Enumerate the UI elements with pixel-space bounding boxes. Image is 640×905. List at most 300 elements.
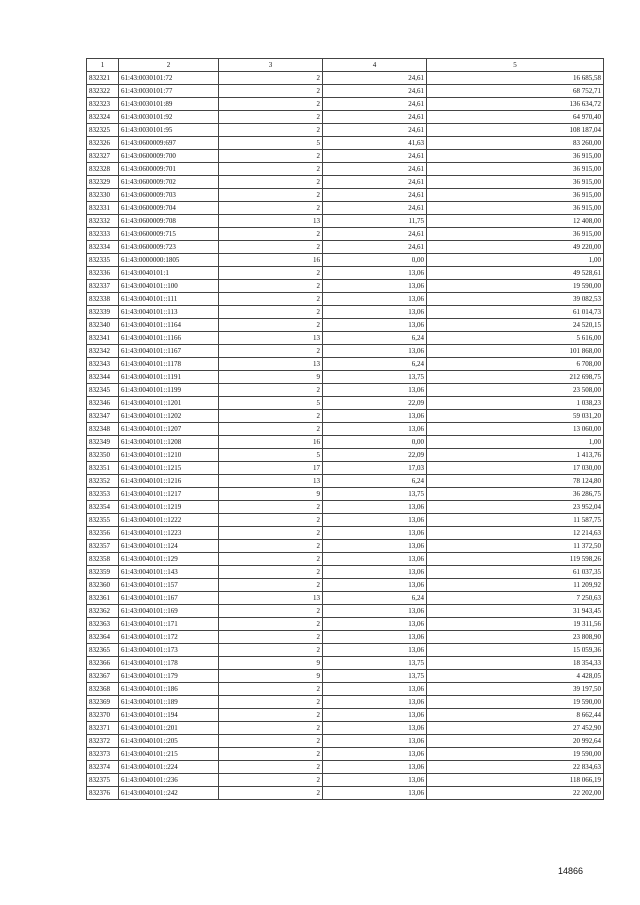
table-row [87,371,604,384]
table-cell: 61:43:0040101::186 [119,683,219,696]
table-row [87,449,604,462]
table-cell: 61:43:0000000:1805 [119,254,219,267]
table-row [87,150,604,163]
table-cell: 2 [219,410,323,423]
table-cell: 832366 [87,657,119,670]
table-cell: 61:43:0600009:708 [119,215,219,228]
table-cell: 61:43:0030101:77 [119,85,219,98]
table-cell: 61:43:0040101::1216 [119,475,219,488]
table-cell: 2 [219,774,323,787]
table-cell: 13,06 [323,709,427,722]
table-cell: 39 197,50 [427,683,604,696]
table-cell: 16 [219,436,323,449]
table-row [87,527,604,540]
table-row [87,384,604,397]
table-cell: 13,06 [323,384,427,397]
table-cell: 2 [219,540,323,553]
table-cell: 832365 [87,644,119,657]
table-cell: 24,61 [323,176,427,189]
table-cell: 22,09 [323,449,427,462]
table-cell: 61:43:0040101::172 [119,631,219,644]
table-row [87,579,604,592]
table-cell: 13,06 [323,774,427,787]
table-cell: 61:43:0600009:715 [119,228,219,241]
table-cell: 832362 [87,605,119,618]
table-row [87,657,604,670]
table-cell: 13,06 [323,319,427,332]
table-row [87,722,604,735]
table-cell: 61:43:0030101:95 [119,124,219,137]
table-cell: 61:43:0040101::1222 [119,514,219,527]
table-cell: 13,06 [323,579,427,592]
table-cell: 2 [219,696,323,709]
table-cell: 83 260,00 [427,137,604,150]
table-cell: 832364 [87,631,119,644]
table-cell: 13 [219,592,323,605]
table-cell: 832361 [87,592,119,605]
table-cell: 832322 [87,85,119,98]
table-cell: 13,06 [323,605,427,618]
column-header-4: 4 [323,59,427,72]
table-cell: 832354 [87,501,119,514]
table-cell: 13,06 [323,761,427,774]
table-cell: 61:43:0040101::173 [119,644,219,657]
table-body [87,72,604,800]
table-cell: 61:43:0040101::143 [119,566,219,579]
table-cell: 61 014,73 [427,306,604,319]
table-cell: 59 031,20 [427,410,604,423]
table-cell: 13,06 [323,787,427,800]
table-cell: 832368 [87,683,119,696]
table-cell: 17 [219,462,323,475]
table-row [87,631,604,644]
column-header-5: 5 [427,59,604,72]
table-cell: 13,06 [323,527,427,540]
table-cell: 13,06 [323,722,427,735]
table-cell: 118 066,19 [427,774,604,787]
table-row [87,475,604,488]
column-header-3: 3 [219,59,323,72]
table-cell: 832376 [87,787,119,800]
table-cell: 7 250,63 [427,592,604,605]
table-cell: 36 286,75 [427,488,604,501]
table-cell: 78 124,80 [427,475,604,488]
table-cell: 19 590,00 [427,280,604,293]
table-cell: 13,06 [323,748,427,761]
table-cell: 9 [219,488,323,501]
table-cell: 61:43:0040101::111 [119,293,219,306]
table-cell: 832344 [87,371,119,384]
table-cell: 2 [219,150,323,163]
table-cell: 49 528,61 [427,267,604,280]
table-row [87,644,604,657]
table-cell: 36 915,00 [427,189,604,202]
table-row [87,98,604,111]
table-row [87,306,604,319]
table-cell: 2 [219,722,323,735]
table-cell: 13,06 [323,280,427,293]
table-cell: 832324 [87,111,119,124]
table-row [87,332,604,345]
table-cell: 832374 [87,761,119,774]
table-cell: 23 508,00 [427,384,604,397]
table-cell: 2 [219,228,323,241]
table-cell: 832330 [87,189,119,202]
table-cell: 832356 [87,527,119,540]
table-cell: 24,61 [323,150,427,163]
table-cell: 5 616,00 [427,332,604,345]
table-cell: 2 [219,345,323,358]
table-cell: 2 [219,319,323,332]
table-cell: 13,06 [323,501,427,514]
table-cell: 61:43:0040101::129 [119,553,219,566]
table-row [87,124,604,137]
table-cell: 39 082,53 [427,293,604,306]
table-cell: 61:43:0600009:697 [119,137,219,150]
table-cell: 61:43:0030101:92 [119,111,219,124]
table-cell: 16 685,58 [427,72,604,85]
table-cell: 13,06 [323,631,427,644]
table-cell: 36 915,00 [427,202,604,215]
table-cell: 108 187,04 [427,124,604,137]
table-row [87,345,604,358]
table-cell: 13,75 [323,670,427,683]
table-cell: 2 [219,527,323,540]
table-cell: 8 662,44 [427,709,604,722]
table-row [87,358,604,371]
table-cell: 61:43:0600009:704 [119,202,219,215]
table-cell: 5 [219,397,323,410]
table-cell: 832335 [87,254,119,267]
table-cell: 13,06 [323,410,427,423]
table-cell: 832367 [87,670,119,683]
table-cell: 6 708,00 [427,358,604,371]
table-cell: 2 [219,280,323,293]
table-cell: 832352 [87,475,119,488]
table-cell: 2 [219,787,323,800]
table-cell: 13 060,00 [427,423,604,436]
table-cell: 2 [219,72,323,85]
table-cell: 9 [219,371,323,384]
table-cell: 2 [219,709,323,722]
table-cell: 61:43:0600009:700 [119,150,219,163]
table-cell: 0,00 [323,254,427,267]
table-cell: 832369 [87,696,119,709]
data-table [86,58,604,800]
table-cell: 832357 [87,540,119,553]
table-cell: 13 [219,215,323,228]
table-cell: 61:43:0040101::194 [119,709,219,722]
table-cell: 832321 [87,72,119,85]
table-cell: 13 [219,332,323,345]
table-cell: 22,09 [323,397,427,410]
table-cell: 832323 [87,98,119,111]
table-cell: 23 808,90 [427,631,604,644]
table-cell: 832351 [87,462,119,475]
table-cell: 61:43:0040101::171 [119,618,219,631]
table-cell: 36 915,00 [427,163,604,176]
table-row [87,436,604,449]
table-cell: 832360 [87,579,119,592]
table-cell: 2 [219,514,323,527]
table-cell: 17,03 [323,462,427,475]
table-cell: 49 220,00 [427,241,604,254]
table-cell: 2 [219,189,323,202]
table-cell: 2 [219,202,323,215]
table-cell: 61:43:0600009:702 [119,176,219,189]
table-cell: 13,06 [323,696,427,709]
table-cell: 832345 [87,384,119,397]
table-cell: 61:43:0040101::100 [119,280,219,293]
table-cell: 61:43:0040101::1215 [119,462,219,475]
table-cell: 18 354,33 [427,657,604,670]
table-cell: 13 [219,358,323,371]
table-cell: 832334 [87,241,119,254]
table-cell: 61:43:0040101::1210 [119,449,219,462]
table-cell: 832347 [87,410,119,423]
table-cell: 6,24 [323,592,427,605]
table-cell: 832349 [87,436,119,449]
table-cell: 4 428,05 [427,670,604,683]
table-cell: 19 590,00 [427,748,604,761]
table-row [87,618,604,631]
table-cell: 832327 [87,150,119,163]
table-cell: 2 [219,618,323,631]
table-cell: 61:43:0040101::1207 [119,423,219,436]
table-row [87,553,604,566]
table-cell: 23 952,04 [427,501,604,514]
table-cell: 61:43:0040101::1191 [119,371,219,384]
table-cell: 5 [219,137,323,150]
table-row [87,111,604,124]
table-cell: 61:43:0040101::205 [119,735,219,748]
table-cell: 61:43:0040101::224 [119,761,219,774]
table-cell: 832371 [87,722,119,735]
table-row [87,267,604,280]
table-row [87,514,604,527]
table-cell: 61:43:0040101::1199 [119,384,219,397]
table-cell: 832337 [87,280,119,293]
table-cell: 2 [219,735,323,748]
table-cell: 1,00 [427,436,604,449]
table-cell: 2 [219,501,323,514]
table-cell: 24,61 [323,98,427,111]
table-cell: 24,61 [323,228,427,241]
table-cell: 13,06 [323,540,427,553]
table-cell: 2 [219,566,323,579]
table-cell: 61:43:0040101::179 [119,670,219,683]
table-cell: 1,00 [427,254,604,267]
table-cell: 2 [219,605,323,618]
table-cell: 2 [219,163,323,176]
table-cell: 61:43:0600009:703 [119,189,219,202]
table-cell: 61:43:0040101:1 [119,267,219,280]
table-cell: 20 992,64 [427,735,604,748]
table-cell: 13,06 [323,306,427,319]
table-cell: 13,06 [323,553,427,566]
table-cell: 2 [219,176,323,189]
table-cell: 61:43:0040101::1208 [119,436,219,449]
table-cell: 6,24 [323,358,427,371]
table-cell: 832353 [87,488,119,501]
table-cell: 13,75 [323,488,427,501]
table-row [87,735,604,748]
table-cell: 17 030,00 [427,462,604,475]
table-cell: 832359 [87,566,119,579]
table-cell: 24,61 [323,72,427,85]
table-cell: 12 408,00 [427,215,604,228]
table-cell: 27 452,90 [427,722,604,735]
table-cell: 6,24 [323,332,427,345]
table-cell: 119 598,26 [427,553,604,566]
table-row [87,410,604,423]
table-cell: 2 [219,124,323,137]
table-cell: 61:43:0040101::1223 [119,527,219,540]
table-cell: 24,61 [323,124,427,137]
table-row [87,605,604,618]
table-row [87,293,604,306]
table-cell: 11 372,50 [427,540,604,553]
table-cell: 2 [219,761,323,774]
table-cell: 2 [219,293,323,306]
table-cell: 24,61 [323,189,427,202]
table-cell: 12 214,63 [427,527,604,540]
table-row [87,462,604,475]
table-cell: 2 [219,111,323,124]
table-cell: 2 [219,579,323,592]
table-cell: 13,75 [323,657,427,670]
table-row [87,761,604,774]
table-cell: 5 [219,449,323,462]
table-cell: 2 [219,384,323,397]
table-cell: 13,06 [323,735,427,748]
table-row [87,85,604,98]
table-row [87,540,604,553]
table-cell: 9 [219,670,323,683]
table-cell: 0,00 [323,436,427,449]
table-cell: 61:43:0040101::201 [119,722,219,735]
table-row [87,72,604,85]
table-row [87,241,604,254]
column-header-1: 1 [87,59,119,72]
table-row [87,774,604,787]
column-header-2: 2 [119,59,219,72]
table-cell: 832339 [87,306,119,319]
table-cell: 68 752,71 [427,85,604,98]
header-row [87,59,604,72]
table-row [87,189,604,202]
table-cell: 2 [219,644,323,657]
table-cell: 2 [219,306,323,319]
table-cell: 832370 [87,709,119,722]
table-cell: 832355 [87,514,119,527]
table-row [87,501,604,514]
table-cell: 13,06 [323,267,427,280]
table-cell: 22 834,63 [427,761,604,774]
table-cell: 61:43:0040101::1167 [119,345,219,358]
table-cell: 1 413,76 [427,449,604,462]
table-row [87,696,604,709]
table-cell: 832332 [87,215,119,228]
table-row [87,176,604,189]
table-cell: 61:43:0040101::167 [119,592,219,605]
table-cell: 61:43:0040101::1164 [119,319,219,332]
table-row [87,488,604,501]
table-cell: 832336 [87,267,119,280]
table-cell: 13,06 [323,644,427,657]
table-cell: 2 [219,241,323,254]
table-cell: 2 [219,423,323,436]
table-cell: 61:43:0030101:89 [119,98,219,111]
table-cell: 2 [219,85,323,98]
table-cell: 11 587,75 [427,514,604,527]
table-cell: 16 [219,254,323,267]
table-cell: 832341 [87,332,119,345]
table-row [87,397,604,410]
table-cell: 13,06 [323,423,427,436]
table-cell: 19 590,00 [427,696,604,709]
table-cell: 2 [219,553,323,566]
table-row [87,202,604,215]
table-cell: 61:43:0040101::1202 [119,410,219,423]
table-cell: 13,75 [323,371,427,384]
table-cell: 61:43:0040101::113 [119,306,219,319]
table-row [87,319,604,332]
table-row [87,215,604,228]
table-cell: 832331 [87,202,119,215]
table-row [87,683,604,696]
table-cell: 832338 [87,293,119,306]
table-cell: 832358 [87,553,119,566]
table-cell: 61:43:0040101::1166 [119,332,219,345]
table-cell: 136 634,72 [427,98,604,111]
table-row [87,254,604,267]
table-cell: 832350 [87,449,119,462]
table-cell: 24,61 [323,202,427,215]
table-cell: 13,06 [323,293,427,306]
table-cell: 24,61 [323,163,427,176]
table-cell: 24,61 [323,85,427,98]
table-cell: 24,61 [323,241,427,254]
table-cell: 15 059,36 [427,644,604,657]
table-cell: 2 [219,631,323,644]
table-cell: 22 202,00 [427,787,604,800]
table-cell: 61:43:0040101::215 [119,748,219,761]
table-row [87,228,604,241]
table-cell: 832363 [87,618,119,631]
table-cell: 61:43:0600009:723 [119,241,219,254]
table-cell: 832325 [87,124,119,137]
table-cell: 832373 [87,748,119,761]
table-cell: 61:43:0040101::1178 [119,358,219,371]
table-cell: 832328 [87,163,119,176]
table-cell: 61:43:0040101::242 [119,787,219,800]
table-cell: 9 [219,657,323,670]
table-cell: 31 943,45 [427,605,604,618]
table-cell: 832329 [87,176,119,189]
table-cell: 11 209,92 [427,579,604,592]
table-cell: 832342 [87,345,119,358]
table-cell: 832333 [87,228,119,241]
table-cell: 41,63 [323,137,427,150]
table-row [87,709,604,722]
table-cell: 832348 [87,423,119,436]
table-cell: 61:43:0030101:72 [119,72,219,85]
table-cell: 36 915,00 [427,228,604,241]
table-cell: 13,06 [323,345,427,358]
table-row [87,748,604,761]
table-cell: 19 311,56 [427,618,604,631]
